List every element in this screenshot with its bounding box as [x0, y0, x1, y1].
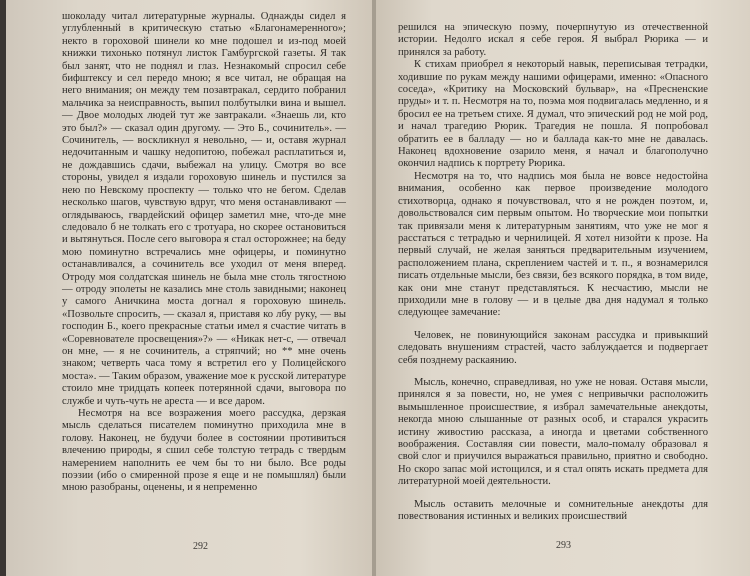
- left-page: [6, 0, 374, 576]
- paragraph: Человек, не повинующийся законам рассудка и привыкший следовать внушениям страстей, часто заблуждается и подвергает себя позднему раскаянию.: [398, 329, 708, 366]
- paragraph: Несмотря на все возражения моего рассудка, дерзкая мысль сделаться писателем поминутно приходила мне в голову. Наконец, не будучи более в состоянии противиться влечению природы, я сшил себе толстую тетрадь с твердым намерением наполнить ее чем бы то ни было. Все роды поэзии (ибо о смиренной прозе я еще и не помышлял) были мною разобраны, оценены, и я непременно: [62, 408, 346, 494]
- book-spread: [6, 0, 750, 576]
- page-number: 292: [193, 541, 208, 552]
- paragraph: К стихам приобрел я некоторый навык, переписывая тетрадки, ходившие по рукам между нашими офицерами, именно: «Опасного соседа», «Критику на Московский бульвар», на «Пресненские пруды» и т. п. Несмотря на то, поэма моя подвигалась медленно, и я бросил ее на третьем стихе. Я думал, что эпический род не мой род, и начал трагедию Рюрик. Трагедия не пошла. Я попробовал обратить ее в балладу — но и баллада как-то мне не давалась. Наконец вдохновение озарило меня, я начал и благополучно окончил надпись к портрету Рюрика.: [398, 59, 708, 170]
- page-number: 293: [556, 540, 571, 551]
- right-page: [376, 0, 750, 576]
- paragraph: решился на эпическую поэму, почерпнутую из отечественной истории. Недолго искал я себе героя. Я выбрал Рюрика — и принялся за работу.: [398, 22, 708, 58]
- left-page-text: [62, 11, 346, 495]
- paragraph: Мысль, конечно, справедливая, но уже не новая. Оставя мысли, принялся я за повести, но, не умея с непривычки расположить вымышленное происшествие, я избрал замечательные анекдоты, некогда мною слышанные от разных особ, и старался украсить истину живостию рассказа, а иногда и цветами собственного воображения. Составляя сии повести, мало-помалу образовал я свой слог и приучился выражаться правильно, приятно и свободно. Но скоро запас мой истощился, и я стал опять искать предмета для литературной моей деятельности.: [398, 376, 708, 488]
- paragraph: Несмотря на то, что надпись моя была не вовсе недостойна внимания, особенно как первое произведение молодого стихотворца, однако я почувствовал, что я не рожден поэтом, и, довольствовался сим первым опытом. Но творческие мои попытки так привязали меня к литературным занятиям, что уже не мог я расстаться с тетрадью и чернилицей. Я хотел низойти к прозе. На первый случай, не желая заняться предварительным изучением, расположением плана, скреплением частей и т. п., я вознамерился писать отдельные мысли, без связи, без всякого порядка, в том виде, как они мне станут представляться. К несчастию, мысли не приходили мне в голову — и в целые два дня надумал я только следующее замечание:: [398, 170, 708, 319]
- paragraph: шоколаду читал литературные журналы. Однажды сидел я углубленный в критическую статью «Благонамеренного»; некто в гороховой шинели ко мне подошел и из-под моей книжки тихонько потянул листок Гамбургской газеты. Я так был занят, что не поднял и глаз. Незнакомый спросил себе бифштексу и сел передо мною; я все читал, не обращая на него внимания; он между тем позавтракал, сердито побранил мальчика за неисправность, выпил полбутылки вина и вышел. — Двое молодых людей тут же завтракали. «Знаешь ли, кто это был?» — сказал один другому. — Это Б., сочинитель». — Сочинитель, — воскликнул я невольно, — и, оставя журнал недочитанным и чашку недопитою, побежал расплатиться и, не дождавшись сдачи, выбежал на улицу. Смотря во все стороны, увидел я издали гороховую шинель и пустился за нею по Невскому проспекту — только что не бегом. Сделав несколько шагов, чувствую вдруг, что меня останавливают — оглядываюсь, гвардейский офицер заметил мне, что-де мне следовало б не толкать его с тротуара, но скорее остановиться и вытянуться. После сего выговора я стал осторожнее; на беду мою поминутно встречались мне офицеры, и поминутно останавливался, а сочинитель все уходил от меня вперед. Отроду моя солдатская шинель не была мне столь тягостною — отроду эполеты не казались мне столь завидными; наконец у самого Аничкина моста догнал я гороховую шинель. «Позвольте спросить, — сказал я, приставя ко лбу руку, — вы господин Б., коего прекрасные статьи имел я счастие читать в «Соревнователе просвещения»?» — «Никак нет-с, — отвечал он мне, — я не сочинитель, а стряпчий; но ** мне очень знаком; четверть часа тому я встретил его у Полицейского моста». — Таким образом, уважение мое к русской литературе стоило мне тридцать копеек потерянной сдачи, выговора по службе и чуть-чуть не ареста — и все даром.: [62, 11, 346, 407]
- right-page-text: [398, 22, 708, 523]
- paragraph: Мысль оставить мелочные и сомнительные анекдоты для повествования истинных и великих происшествий: [398, 498, 708, 523]
